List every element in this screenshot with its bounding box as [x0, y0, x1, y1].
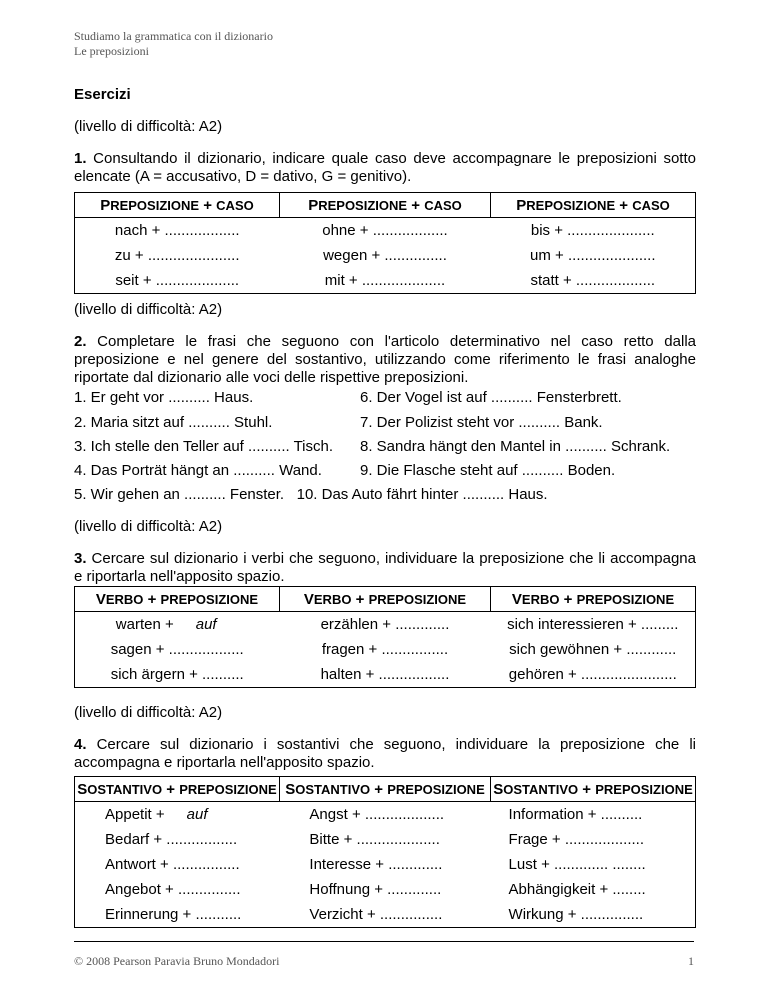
ex2-sentence: 3. Ich stelle den Teller auf .......... Tisch. — [74, 438, 334, 455]
ex2-level: (livello di difficoltà: A2) — [74, 301, 223, 318]
ex1-table — [74, 192, 696, 294]
page-number: 1 — [688, 954, 694, 968]
ex1-col-header: PREPOSIZIONE + CASO — [75, 193, 280, 218]
table-row: Appetit + auf Angst + ................... Information + .......... — [75, 802, 696, 828]
ex2-sentence: 2. Maria sitzt auf .......... Stuhl. — [74, 414, 273, 431]
ex3-col-header: VERBO + PREPOSIZIONE — [75, 587, 280, 612]
ex4-col-header: SOSTANTIVO + PREPOSIZIONE — [75, 777, 280, 802]
table-row: Bedarf + ................. Bitte + .................... Frage + ................... — [75, 827, 696, 852]
ex4-level: (livello di difficoltà: A2) — [74, 704, 223, 721]
ex3-col-header: VERBO + PREPOSIZIONE — [279, 587, 490, 612]
ex3-table — [74, 586, 696, 688]
ex3-level: (livello di difficoltà: A2) — [74, 518, 223, 535]
ex2-sentence: 5. Wir gehen an .......... Fenster. 10. Das Auto fährt hinter .......... Haus. — [74, 486, 548, 503]
ex2-sentence: 1. Er geht vor .......... Haus. — [74, 389, 254, 406]
copyright: © 2008 Pearson Paravia Bruno Mondadori — [74, 954, 280, 968]
table-row: sich ärgern + .......... halten + ................. gehören + ....................... — [75, 662, 696, 688]
table-row: warten + auf erzählen + ............. sich interessieren + ......... — [75, 612, 696, 638]
example-answer: auf — [195, 616, 217, 633]
table-row: zu + ...................... wegen + ............... um + ..................... — [75, 243, 696, 268]
ex2-sentence: 8. Sandra hängt den Mantel in .......... Schrank. — [360, 438, 671, 455]
example-answer: auf — [186, 806, 208, 823]
ex2-instructions: 2. Completare le frasi che seguono con l'articolo determinativo nel caso retto dalla preposizione e nel genere del sostantivo, utilizzando come riferimento le frasi analoghe riportate dal dizionario alle voci delle rispettive preposizioni. — [74, 333, 696, 386]
table-row: sagen + .................. fragen + ................ sich gewöhnen + ............ — [75, 637, 696, 662]
table-row: seit + .................... mit + .................... statt + ................... — [75, 268, 696, 294]
section-title: Esercizi — [74, 86, 131, 103]
header-line-1: Studiamo la grammatica con il dizionario — [74, 29, 273, 43]
ex2-sentence: 7. Der Polizist steht vor .......... Bank. — [360, 414, 603, 431]
page-header — [74, 29, 273, 59]
header-line-2: Le preposizioni — [74, 44, 149, 58]
ex4-instructions: 4. Cercare sul dizionario i sostantivi che seguono, individuare la preposizione che li accompagna e riportarla nell'apposito spazio. — [74, 736, 696, 771]
ex3-col-header: VERBO + PREPOSIZIONE — [491, 587, 696, 612]
ex2-sentence: 6. Der Vogel ist auf .......... Fensterbrett. — [360, 389, 622, 406]
footer-divider — [74, 941, 694, 942]
ex1-col-header: PREPOSIZIONE + CASO — [491, 193, 696, 218]
ex4-col-header: SOSTANTIVO + PREPOSIZIONE — [279, 777, 490, 802]
ex1-level: (livello di difficoltà: A2) — [74, 118, 223, 135]
ex3-instructions: 3. Cercare sul dizionario i verbi che seguono, individuare la preposizione che li accompagna e riportarla nell'apposito spazio. — [74, 550, 696, 585]
ex2-sentence: 4. Das Porträt hängt an .......... Wand. — [74, 462, 322, 479]
ex2-sentence: 9. Die Flasche steht auf .......... Boden. — [360, 462, 616, 479]
table-row: Angebot + ............... Hoffnung + ............. Abhängigkeit + ........ — [75, 877, 696, 902]
table-row: Antwort + ................ Interesse + ............. Lust + ............. ........ — [75, 852, 696, 877]
table-row: nach + .................. ohne + .................. bis + ..................... — [75, 218, 696, 244]
ex4-col-header: SOSTANTIVO + PREPOSIZIONE — [491, 777, 696, 802]
ex1-col-header: PREPOSIZIONE + CASO — [279, 193, 490, 218]
ex4-table — [74, 776, 696, 928]
table-row: Erinnerung + ........... Verzicht + ............... Wirkung + ............... — [75, 902, 696, 928]
ex1-instructions: 1. Consultando il dizionario, indicare quale caso deve accompagnare le preposizioni sotto elencate (A = accusativo, D = dativo, G = genitivo). — [74, 150, 696, 185]
